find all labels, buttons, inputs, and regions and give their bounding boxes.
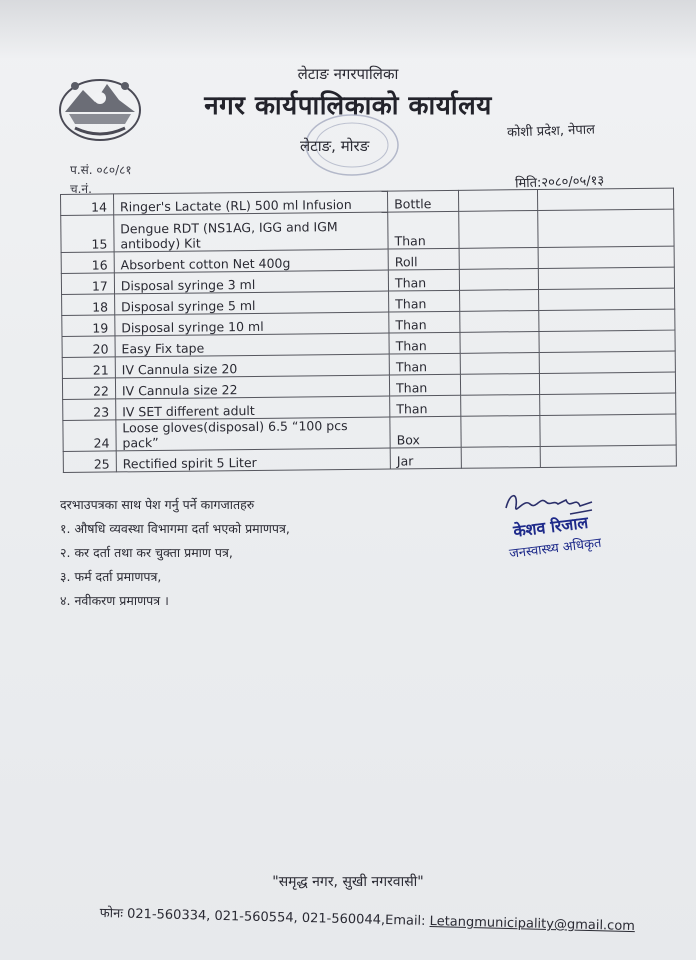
items-table xyxy=(60,188,677,473)
unit-cell: Than xyxy=(388,211,459,249)
item-name-cell: IV Cannula size 22 xyxy=(115,375,389,399)
unit-cell: Than xyxy=(390,395,461,417)
unit-cell: Than xyxy=(389,332,460,354)
item-name-cell: Disposal syringe 10 ml xyxy=(115,312,389,336)
serial-number-cell: 20 xyxy=(62,336,115,358)
officer-title: जनस्वास्थ्य अधिकृत xyxy=(508,535,603,562)
item-name-cell: Absorbent cotton Net 400g xyxy=(114,249,388,273)
empty-cell xyxy=(538,309,675,331)
documents-heading: दरभाउपत्रका साथ पेश गर्नु पर्ने कागजातहरु xyxy=(60,497,255,512)
serial-number-cell: 22 xyxy=(62,378,115,400)
unit-cell: Than xyxy=(388,269,459,291)
unit-cell: Than xyxy=(389,353,460,375)
municipality-name: लेटाङ नगरपालिका xyxy=(297,65,399,83)
page-shadow xyxy=(0,0,696,60)
email-link[interactable]: Letangmunicipality@gmail.com xyxy=(429,914,636,935)
serial-number-cell: 16 xyxy=(61,252,114,274)
empty-cell xyxy=(537,188,674,210)
empty-cell xyxy=(459,248,538,270)
serial-number-cell: 15 xyxy=(61,215,114,253)
required-documents xyxy=(60,496,290,616)
item-name-cell: Disposal syringe 5 ml xyxy=(114,291,388,315)
empty-cell xyxy=(539,330,676,352)
officer-name: केशव रिजाल xyxy=(512,512,590,541)
item-name-cell: Loose gloves(disposal) 6.5 “100 pcs pack” xyxy=(116,417,390,451)
item-name-cell: IV Cannula size 20 xyxy=(115,354,389,378)
serial-number-cell: 25 xyxy=(63,451,116,473)
item-name-cell: Rectified spirit 5 Liter xyxy=(116,448,390,472)
serial-number-cell: 19 xyxy=(62,315,115,337)
office-title: नगर कार्यपालिकाको कार्यालय xyxy=(204,91,492,121)
document-item: २. कर दर्ता तथा कर चुक्ता प्रमाण पत्र, xyxy=(60,545,233,560)
province-label: कोशी प्रदेश, नेपाल xyxy=(506,122,596,141)
phone-numbers: फोनः 021-560334, 021-560554, 021-560044,Email: xyxy=(99,905,430,930)
office-place: लेटाङ, मोरङ xyxy=(300,137,370,155)
empty-cell xyxy=(460,310,539,332)
empty-cell xyxy=(461,446,540,468)
unit-cell: Jar xyxy=(390,447,461,469)
unit-cell: Roll xyxy=(388,248,459,270)
empty-cell xyxy=(539,372,676,394)
empty-cell xyxy=(540,445,677,467)
unit-cell: Than xyxy=(389,311,460,333)
table-row xyxy=(61,209,674,252)
empty-cell xyxy=(459,268,538,290)
empty-cell xyxy=(460,373,539,395)
unit-cell: Than xyxy=(389,374,460,396)
document-item: ४. नवीकरण प्रमाणपत्र । xyxy=(60,593,169,608)
empty-cell xyxy=(537,209,674,247)
serial-number-cell: 18 xyxy=(62,294,115,316)
letter-date: मिति:२०८०/०५/१३ xyxy=(514,173,605,192)
item-name-cell: Dengue RDT (NS1AG, IGG and IGM antibody) Kit xyxy=(114,212,389,252)
empty-cell xyxy=(538,246,675,268)
empty-cell xyxy=(458,190,537,212)
serial-number-cell: 21 xyxy=(62,357,115,379)
unit-cell: Than xyxy=(389,290,460,312)
unit-cell: Box xyxy=(390,416,461,448)
document-item: १. औषधि व्यवस्था विभागमा दर्ता भएको प्रमाणपत्र, xyxy=(60,521,290,536)
empty-cell xyxy=(539,351,676,373)
slogan: "समृद्ध नगर, सुखी नगरवासी" xyxy=(272,874,424,890)
contact-line xyxy=(100,903,636,934)
document-item: ३. फर्म दर्ता प्रमाणपत्र, xyxy=(60,569,162,584)
item-name-cell: Ringer's Lactate (RL) 500 ml Infusion xyxy=(113,191,387,215)
serial-number-cell: 23 xyxy=(63,399,116,421)
reference-number: प.सं. ०८०/८१ xyxy=(70,163,132,177)
empty-cell xyxy=(539,414,676,446)
empty-cell xyxy=(461,415,540,447)
serial-number-cell: 24 xyxy=(63,420,116,452)
empty-cell xyxy=(538,288,675,310)
empty-cell xyxy=(460,331,539,353)
empty-cell xyxy=(460,352,539,374)
unit-cell: Bottle xyxy=(388,190,459,212)
item-name-cell: IV SET different adult xyxy=(116,396,390,420)
empty-cell xyxy=(461,394,540,416)
serial-number-cell: 17 xyxy=(61,273,114,295)
dispatch-number: च.नं. xyxy=(70,182,92,196)
serial-number-cell: 14 xyxy=(61,194,114,216)
item-name-cell: Easy Fix tape xyxy=(115,333,389,357)
empty-cell xyxy=(459,211,538,249)
item-name-cell: Disposal syringe 3 ml xyxy=(114,270,388,294)
empty-cell xyxy=(459,289,538,311)
empty-cell xyxy=(538,267,675,289)
empty-cell xyxy=(539,393,676,415)
